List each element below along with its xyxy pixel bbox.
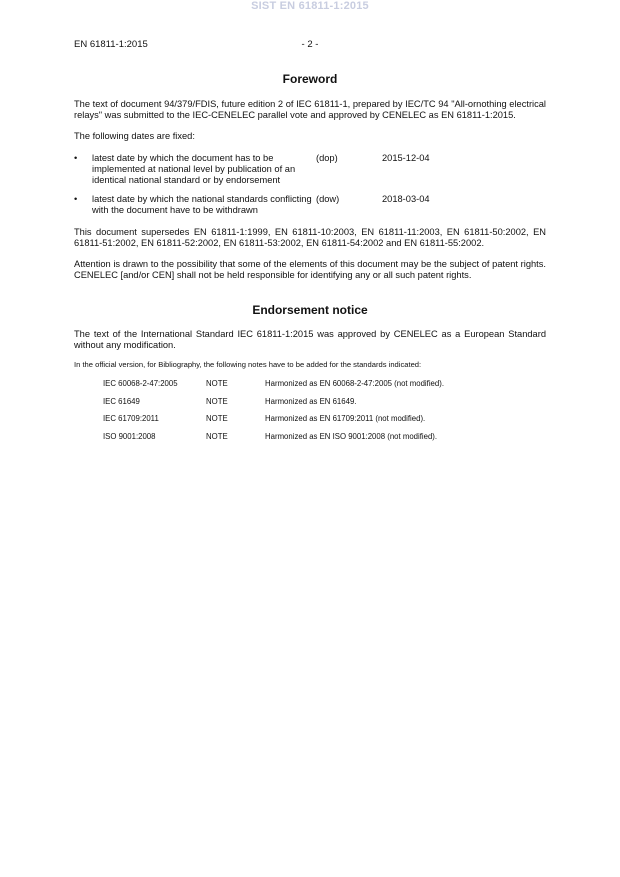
table-row [103, 393, 444, 411]
page-content [74, 72, 546, 445]
table-row [103, 410, 444, 428]
supersedes-paragraph: This document supersedes EN 61811-1:1999, EN 61811-10:2003, EN 61811-11:2003, EN 61811-50:2002, EN 61811-51:2002, EN 61811-52:2002, EN 61811-53:2002, EN 61811-54:2002 and EN 61811-55:2002. [74, 227, 546, 248]
date-code: (dop) [316, 153, 338, 163]
endorsement-text: The text of the International Standard IEC 61811-1:2015 was approved by CENELEC as a European Standard without any modification. [74, 329, 546, 350]
note-text: Harmonized as EN 60068-2-47:2005 (not modified). [265, 379, 444, 389]
date-code: (dow) [316, 194, 340, 204]
bibliography-notes-table [103, 375, 444, 445]
dates-list [74, 153, 546, 216]
note-text: Harmonized as EN ISO 9001:2008 (not modified). [265, 431, 438, 441]
note-label: NOTE [206, 379, 228, 389]
dates-intro: The following dates are fixed: [74, 131, 195, 141]
note-standard: IEC 61649 [103, 396, 140, 406]
attention-paragraph: Attention is drawn to the possibility that some of the elements of this document may be the subject of patent rights. CENELEC [and/or CEN] shall not be held responsible for identifying any or all such patent rights. [74, 259, 546, 280]
date-description: latest date by which the national standards conflicting with the document have to be withdrawn [92, 194, 312, 215]
watermark: SIST EN 61811-1:2015 [251, 0, 369, 12]
header-page-number: - 2 - [301, 39, 319, 50]
note-text: Harmonized as EN 61709:2011 (not modified). [265, 414, 426, 424]
note-standard: IEC 60068-2-47:2005 [103, 379, 178, 389]
note-label: NOTE [206, 396, 228, 406]
note-text: Harmonized as EN 61649. [265, 396, 357, 406]
foreword-intro: The text of document 94/379/FDIS, future edition 2 of IEC 61811-1, prepared by IEC/TC 94 "All-ornothing electrical relays" was submitted to the IEC-CENELEC parallel vote and approved by CENELEC as EN 61811-1:2015. [74, 99, 546, 120]
bullet: • [74, 194, 78, 204]
table-row [103, 375, 444, 393]
endorsement-title: Endorsement notice [252, 303, 368, 317]
note-standard: IEC 61709:2011 [103, 414, 159, 424]
bullet: • [74, 153, 78, 163]
date-description: latest date by which the document has to be implemented at national level by publication of an identical national standard or by endorsement [92, 153, 296, 185]
header-doc-id: EN 61811-1:2015 [74, 39, 148, 50]
note-standard: ISO 9001:2008 [103, 431, 156, 441]
date-value: 2015-12-04 [382, 153, 430, 163]
date-value: 2018-03-04 [382, 194, 430, 204]
note-label: NOTE [206, 431, 228, 441]
bibliography-intro: In the official version, for Bibliography, the following notes have to be added for the standards indicated: [74, 360, 422, 369]
date-item-dow [74, 194, 546, 216]
foreword-title: Foreword [282, 72, 338, 86]
table-row [103, 428, 444, 446]
note-label: NOTE [206, 414, 228, 424]
date-item-dop [74, 153, 546, 186]
